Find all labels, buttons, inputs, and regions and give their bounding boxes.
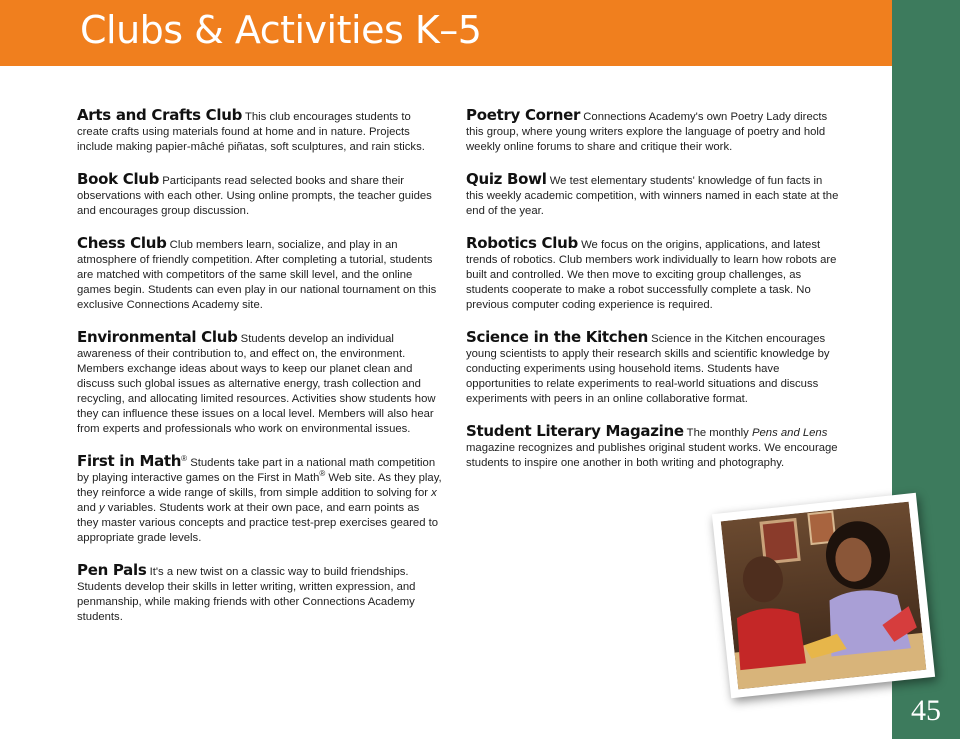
right-column (466, 108, 842, 488)
registered-mark: ® (319, 469, 326, 479)
entry-text: and (77, 502, 96, 514)
entry-poetry-corner (466, 108, 842, 155)
entry-text: Web site. As they play, they reinforce a wide range of skills, from simple addition to solving for (77, 472, 442, 499)
entry-title: Robotics Club (466, 234, 578, 252)
entry-title: Pen Pals (77, 561, 147, 579)
entry-robotics-club (466, 236, 842, 313)
entry-text: The monthly (686, 427, 749, 439)
entry-literary-magazine (466, 424, 842, 471)
children-craft-photo (721, 502, 927, 690)
entry-pen-pals (77, 563, 443, 625)
entry-text: Participants read selected books and share their observations with each other. Using online prompts, the teacher guides and encourages group discussion. (77, 175, 432, 217)
entry-science-kitchen (466, 330, 842, 407)
entry-title: Arts and Crafts Club (77, 106, 243, 124)
registered-mark: ® (181, 454, 188, 464)
entry-text: variables. Students work at their own pace, and earn points as they master various concepts and practice test-prep exercises geared to appropriate grade levels. (77, 502, 439, 544)
entry-text: Science in the Kitchen encourages young scientists to apply their research skills and scientific knowledge by conducting experiments using household items. Students have opportunities to relate experiments to real-world situations and discuss experiments with peers in an online collaborative format. (466, 333, 830, 405)
entry-text: This club encourages students to create crafts using materials found at home and in nature. Projects include making papier-mâché piñatas, soft sculptures, and rain sticks. (77, 111, 425, 153)
entry-text: Connections Academy's own Poetry Lady directs this group, where young writers explore the language of poetry and hold weekly online forums to share and critique their work. (466, 111, 828, 153)
entry-text: We test elementary students' knowledge of fun facts in this weekly academic competition, with winners named in each state at the end of the year. (466, 175, 839, 217)
boy-body (734, 605, 806, 670)
entry-title: First in Math (77, 452, 182, 470)
publication-name: Pens and Lens (751, 427, 828, 439)
entry-text: Students develop an individual awareness of their contribution to, and effect on, the environment. Members exchange ideas about ways to keep our planet clean and discuss such global issues as alternative energy, trash collection and recycling, and allocating limited resources. Activities show students how they can influence these issues on a local level. Members will also hear from experts and professionals who work on environmental issues. (77, 333, 436, 435)
entry-text: Club members learn, socialize, and play in an atmosphere of friendly competition. After completing a tutorial, students are matched with competitors of the same skill level, and the online games begin. Students can even play in our national tournament on this exclusive Connections Academy site. (77, 239, 437, 311)
entry-text: magazine recognizes and publishes original student works. We encourage students to inspire one another in both writing and photography. (466, 442, 838, 469)
entry-title: Quiz Bowl (466, 170, 547, 188)
entry-title: Book Club (77, 170, 160, 188)
left-column (77, 108, 443, 642)
page-title: Clubs & Activities K–5 (80, 8, 482, 52)
entry-environmental-club (77, 330, 443, 437)
entry-text: It's a new twist on a classic way to build friendships. Students develop their skills in letter writing, written expression, and penmanship, while making friends with other Connections Academy students. (77, 566, 416, 623)
wall-picture (761, 520, 799, 563)
entry-first-in-math (77, 454, 443, 546)
entry-title: Poetry Corner (466, 106, 581, 124)
entry-title: Science in the Kitchen (466, 328, 649, 346)
entry-text: Students take part in a national math competition by playing interactive games on the First in Math (77, 457, 436, 484)
entry-text: We focus on the origins, applications, and latest trends of robotics. Club members work individually to learn how robots are built and controlled. We then move to exciting group challenges, as students cooperate to make a robot successfully complete a task. No previous computer coding experience is required. (466, 239, 837, 311)
variable-x: x (431, 487, 437, 499)
entry-chess-club (77, 236, 443, 313)
entry-title: Chess Club (77, 234, 167, 252)
entry-arts-crafts-club (77, 108, 443, 155)
page-number: 45 (892, 683, 960, 739)
photo-frame (712, 493, 935, 698)
entry-book-club (77, 172, 443, 219)
variable-y: y (99, 502, 105, 514)
entry-quiz-bowl (466, 172, 842, 219)
entry-title: Environmental Club (77, 328, 238, 346)
entry-title: Student Literary Magazine (466, 422, 684, 440)
